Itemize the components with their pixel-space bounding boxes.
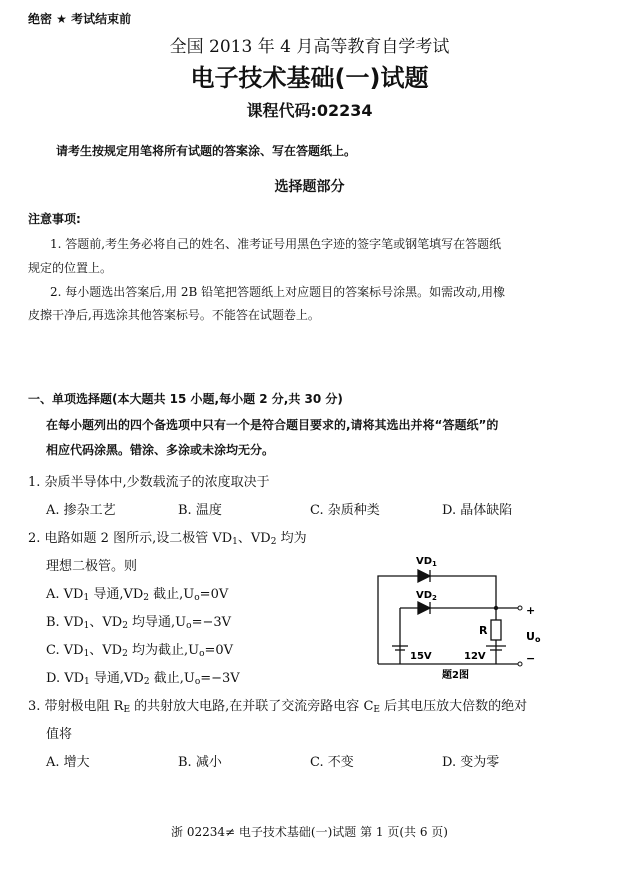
v15-label: 15V: [410, 651, 432, 662]
course-code: 课程代码:02234: [246, 101, 373, 120]
q2-stem: 2. 电路如题 2 图所示,设二极管 $VD_1$、$VD_2$ 均为: [28, 531, 307, 547]
vd2-label: $VD_2$: [416, 590, 437, 602]
exam-line: 全国 2013 年 4 月高等教育自学考试: [169, 37, 450, 57]
q1-stem: 1. 杂质半导体中,少数载流子的浓度取决于: [28, 475, 270, 490]
q2-option-d: D. $VD_1$ 导通$,VD_2$ 截止$,U_o=-3V$: [46, 671, 240, 687]
vd2-diode-icon: [418, 602, 430, 614]
note-item-2-line-1: 2. 每小题选出答案后,用 2B 铅笔把答题纸上对应题目的答案标号涂黑。如需改动,用橡: [50, 285, 505, 299]
circuit-diagram: [372, 548, 552, 680]
secret-label: 绝密 ★ 考试结束前: [28, 12, 132, 26]
note-item-2-line-2: 皮擦干净后,再选涂其他答案标号。不能答在试题卷上。: [28, 308, 320, 322]
q2-stem-line-2: 理想二极管。则: [46, 559, 138, 574]
resistor-icon: [491, 620, 501, 640]
part1-desc-line-1: 在每小题列出的四个备选项中只有一个是符合题目要求的,请将其选出并将“答题纸”的: [46, 418, 499, 432]
q3-option-d: D. 变为零: [442, 755, 500, 770]
notes-heading: 注意事项:: [28, 212, 81, 226]
vd1-label: $VD_1$: [416, 556, 437, 568]
q3-stem: 3. 带射极电阻 $R_E$ 的共射放大电路,在并联了交流旁路电容 $C_E$ 后其电压放大倍数的绝对: [28, 699, 528, 715]
q1-option-d: D. 晶体缺陷: [442, 503, 513, 518]
v12-label: 12V: [464, 651, 486, 662]
output-terminal-minus: [518, 662, 522, 666]
q2-option-c: C. $VD_1$、$VD_2$ 均为截止$,U_o=0V$: [46, 643, 234, 659]
q1-option-c: C. 杂质种类: [310, 503, 380, 518]
instruction-text: 请考生按规定用笔将所有试题的答案涂、写在答题纸上。: [56, 144, 357, 158]
q3-option-b: B. 减小: [178, 755, 222, 770]
uo-label: Uo: [526, 630, 541, 644]
output-terminal-plus: [518, 606, 522, 610]
vd1-diode-icon: [418, 570, 430, 582]
part1-desc-line-2: 相应代码涂黑。错涂、多涂或未涂均无分。: [46, 443, 275, 457]
note-item-1-line-1: 1. 答题前,考生务必将自己的姓名、准考证号用黑色字迹的签字笔或钢笔填写在答题纸: [50, 237, 502, 251]
figure-caption: 题2图: [442, 670, 469, 680]
q1-option-b: B. 温度: [178, 503, 222, 518]
section-title: 选择题部分: [274, 179, 345, 195]
q3-stem-line-2: 值将: [46, 727, 73, 742]
paper-title: 电子技术基础(一)试题: [190, 64, 429, 92]
q2-option-b: B. $VD_1$、$VD_2$ 均导通$,U_o=-3V$: [46, 615, 232, 631]
r-label: R: [479, 624, 488, 637]
part1-heading: 一、单项选择题(本大题共 15 小题,每小题 2 分,共 30 分): [28, 392, 343, 406]
junction-dot: [494, 606, 498, 610]
q3-option-c: C. 不变: [310, 755, 354, 770]
note-item-1-line-2: 规定的位置上。: [28, 261, 113, 275]
plus-label: +: [526, 604, 536, 617]
q2-option-a: A. $VD_1$ 导通$,VD_2$ 截止$,U_o=0V$: [46, 587, 229, 603]
page-footer: 浙 02234≠ 电子技术基础(一)试题 第 1 页(共 6 页): [171, 825, 448, 839]
minus-label: −: [526, 652, 536, 665]
q1-option-a: A. 掺杂工艺: [46, 503, 116, 518]
q3-option-a: A. 增大: [46, 755, 90, 770]
